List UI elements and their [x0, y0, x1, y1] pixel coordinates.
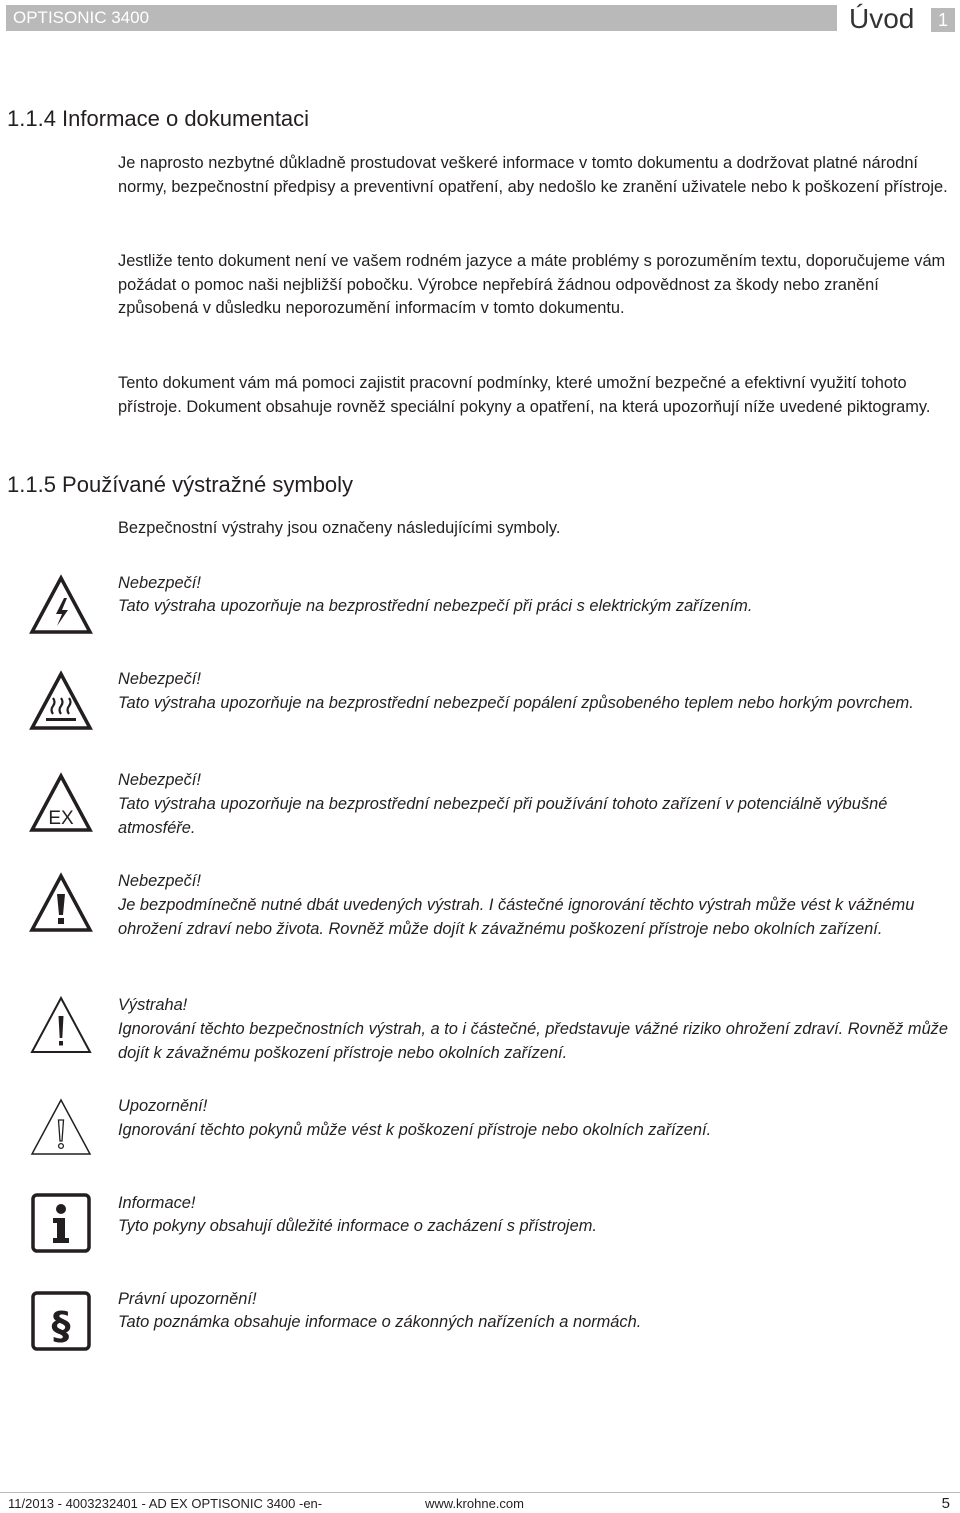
symbol-text-danger: Je bezpodmínečně nutné dbát uvedených výstrah. I částečné ignorování těchto výstrah může vést k vážnému ohrožení zdraví nebo života. Rovněž může dojít k závažnému poškození přístroje nebo okolních zařízení.	[118, 896, 915, 938]
symbol-title-danger: Nebezpečí!	[118, 872, 201, 890]
chapter-title: Úvod	[849, 3, 915, 34]
explosion-hazard-icon	[28, 772, 94, 834]
hot-surface-icon	[28, 670, 94, 732]
symbols-intro: Bezpečnostní výstrahy jsou označeny následujícími symboly.	[118, 519, 561, 537]
symbol-title-ex: Nebezpečí!	[118, 771, 201, 789]
ex-icon-label: EX	[48, 808, 74, 829]
symbol-text-hot: Tato výstraha upozorňuje na bezprostřední nebezpečí popálení způsobeného teplem nebo horkým povrchem.	[118, 694, 914, 712]
danger-exclamation-icon	[28, 872, 94, 934]
caution-exclamation-icon	[28, 1096, 94, 1158]
symbol-title-caution: Upozornění!	[118, 1097, 208, 1115]
paragraph-3: Tento dokument vám má pomoci zajistit pracovní podmínky, které umožní bezpečné a efektivní využití tohoto přístroje. Dokument obsahuje rovněž speciální pokyny a opatření, na která upozorňují níže uvedené piktogramy.	[118, 374, 931, 416]
legal-icon-label: §	[51, 1304, 71, 1348]
information-icon	[28, 1193, 94, 1255]
legal-paragraph-icon	[28, 1291, 94, 1353]
page-footer	[0, 1492, 960, 1513]
symbol-text-warning: Ignorování těchto bezpečnostních výstrah, a to i částečné, představuje vážné riziko ohrožení zdraví. Rovněž může dojít k závažnému poškození přístroje nebo okolních zařízení.	[118, 1020, 948, 1062]
symbol-text-electric: Tato výstraha upozorňuje na bezprostřední nebezpečí při práci s elektrickým zařízením.	[118, 597, 753, 615]
symbol-text-info: Tyto pokyny obsahují důležité informace o zacházení s přístrojem.	[118, 1217, 597, 1235]
document-reference: 11/2013 - 4003232401 - AD EX OPTISONIC 3400 -en-	[8, 1496, 323, 1511]
warning-exclamation-icon	[28, 994, 94, 1056]
section-heading-1-1-4: 1.1.4 Informace o dokumentaci	[7, 106, 310, 131]
header-bar	[6, 5, 837, 31]
product-name: OPTISONIC 3400	[13, 8, 150, 27]
paragraph-1: Je naprosto nezbytné důkladně prostudovat veškeré informace v tomto dokumentu a dodržovat platné národní normy, bezpečnostní předpisy a preventivní opatření, aby nedošlo ke zranění uživatele nebo k poškození přístroje.	[118, 154, 948, 196]
section-heading-1-1-5: 1.1.5 Používané výstražné symboly	[7, 472, 354, 497]
website-link[interactable]: www.krohne.com	[425, 1496, 524, 1511]
symbol-title-warning: Výstraha!	[118, 996, 188, 1014]
symbol-title-hot: Nebezpečí!	[118, 670, 201, 688]
symbol-title-legal: Právní upozornění!	[118, 1290, 257, 1308]
symbol-text-legal: Tato poznámka obsahuje informace o zákonných nařízeních a normách.	[118, 1313, 642, 1331]
symbol-title-electric: Nebezpečí!	[118, 574, 201, 592]
symbol-text-ex: Tato výstraha upozorňuje na bezprostřední nebezpečí při používání tohoto zařízení v potenciálně výbušné atmosféře.	[118, 795, 888, 837]
chapter-number: 1	[931, 8, 955, 32]
page-number: 5	[941, 1495, 950, 1512]
symbol-title-info: Informace!	[118, 1194, 196, 1212]
symbol-text-caution: Ignorování těchto pokynů může vést k poškození přístroje nebo okolních zařízení.	[118, 1121, 712, 1139]
electric-hazard-icon	[28, 574, 94, 636]
paragraph-2: Jestliže tento dokument není ve vašem rodném jazyce a máte problémy s porozuměním textu, doporučujeme vám požádat o pomoc naši nejbližší pobočku. Výrobce nepřebírá žádnou odpovědnost za škody nebo zranění způsobená v důsledku neporozumění informacím v tomto dokumentu.	[118, 252, 946, 317]
